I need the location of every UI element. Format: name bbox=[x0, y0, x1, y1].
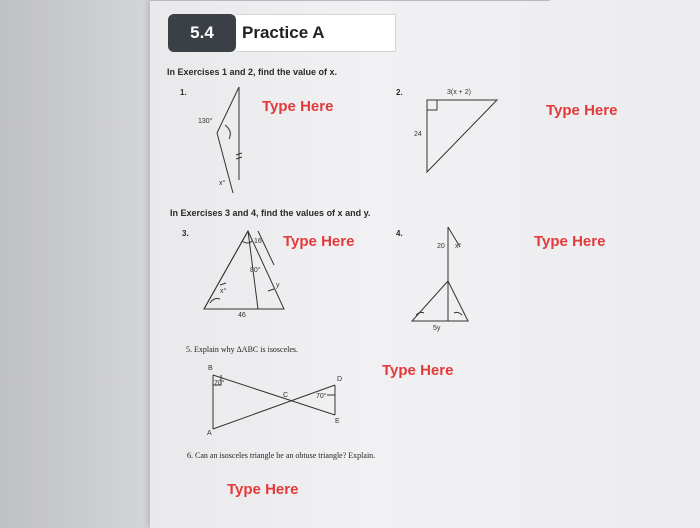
exercise-2-figure bbox=[425, 96, 505, 176]
exercise-4-label-x: x° bbox=[455, 243, 462, 250]
exercise-6-question: 6. Can an isosceles triangle be an obtuse triangle? Explain. bbox=[187, 451, 376, 460]
instructions-exercises-3-4: In Exercises 3 and 4, find the values of x and y. bbox=[170, 208, 371, 218]
section-title: Practice A bbox=[236, 14, 396, 52]
exercise-1-x-label: x° bbox=[219, 180, 226, 187]
exercise-3-label-80: 80° bbox=[250, 267, 261, 274]
exercise-4-number: 4. bbox=[396, 229, 403, 238]
exercise-1-figure bbox=[205, 85, 265, 195]
exercise-3-figure bbox=[200, 225, 290, 315]
exercise-5-label-c: C bbox=[283, 392, 289, 399]
exercise-3-number: 3. bbox=[182, 229, 189, 238]
exercise-3-label-y: y bbox=[276, 282, 280, 289]
exercise-2-side-label: 24 bbox=[414, 131, 422, 138]
section-number-badge: 5.4 bbox=[168, 14, 236, 52]
exercise-5-answer[interactable]: Type Here bbox=[382, 362, 454, 379]
exercise-5-figure bbox=[205, 367, 345, 437]
exercise-1-angle-label: 130° bbox=[198, 118, 213, 125]
desk-background bbox=[0, 0, 150, 528]
exercise-1-number: 1. bbox=[180, 88, 187, 97]
exercise-5-question: 5. Explain why ΔABC is isosceles. bbox=[186, 345, 299, 354]
exercise-4-figure bbox=[408, 225, 478, 325]
exercise-5-label-b: B bbox=[208, 365, 213, 372]
exercise-5-label-e: E bbox=[335, 418, 340, 425]
exercise-3-label-46: 46 bbox=[238, 312, 246, 319]
exercise-2-number: 2. bbox=[396, 88, 403, 97]
exercise-3-answer[interactable]: Type Here bbox=[283, 233, 355, 250]
exercise-1-answer[interactable]: Type Here bbox=[262, 98, 334, 115]
exercise-5-angle-2: 70° bbox=[316, 393, 327, 400]
exercise-6-answer[interactable]: Type Here bbox=[227, 481, 299, 498]
exercise-4-label-5y: 5y bbox=[433, 325, 441, 332]
exercise-5-angle-1: 70° bbox=[214, 380, 225, 387]
exercise-2-top-label: 3(x + 2) bbox=[447, 89, 471, 96]
exercise-5-label-a: A bbox=[207, 430, 212, 437]
exercise-3-label-x: x° bbox=[220, 288, 227, 295]
exercise-2-answer[interactable]: Type Here bbox=[546, 102, 618, 119]
exercise-4-label-20: 20 bbox=[437, 243, 445, 250]
exercise-3-label-16: 16 bbox=[254, 238, 262, 245]
instructions-exercises-1-2: In Exercises 1 and 2, find the value of x. bbox=[167, 67, 338, 77]
page-top-edge bbox=[150, 0, 550, 1]
exercise-5-label-d: D bbox=[337, 376, 343, 383]
exercise-4-answer[interactable]: Type Here bbox=[534, 233, 606, 250]
